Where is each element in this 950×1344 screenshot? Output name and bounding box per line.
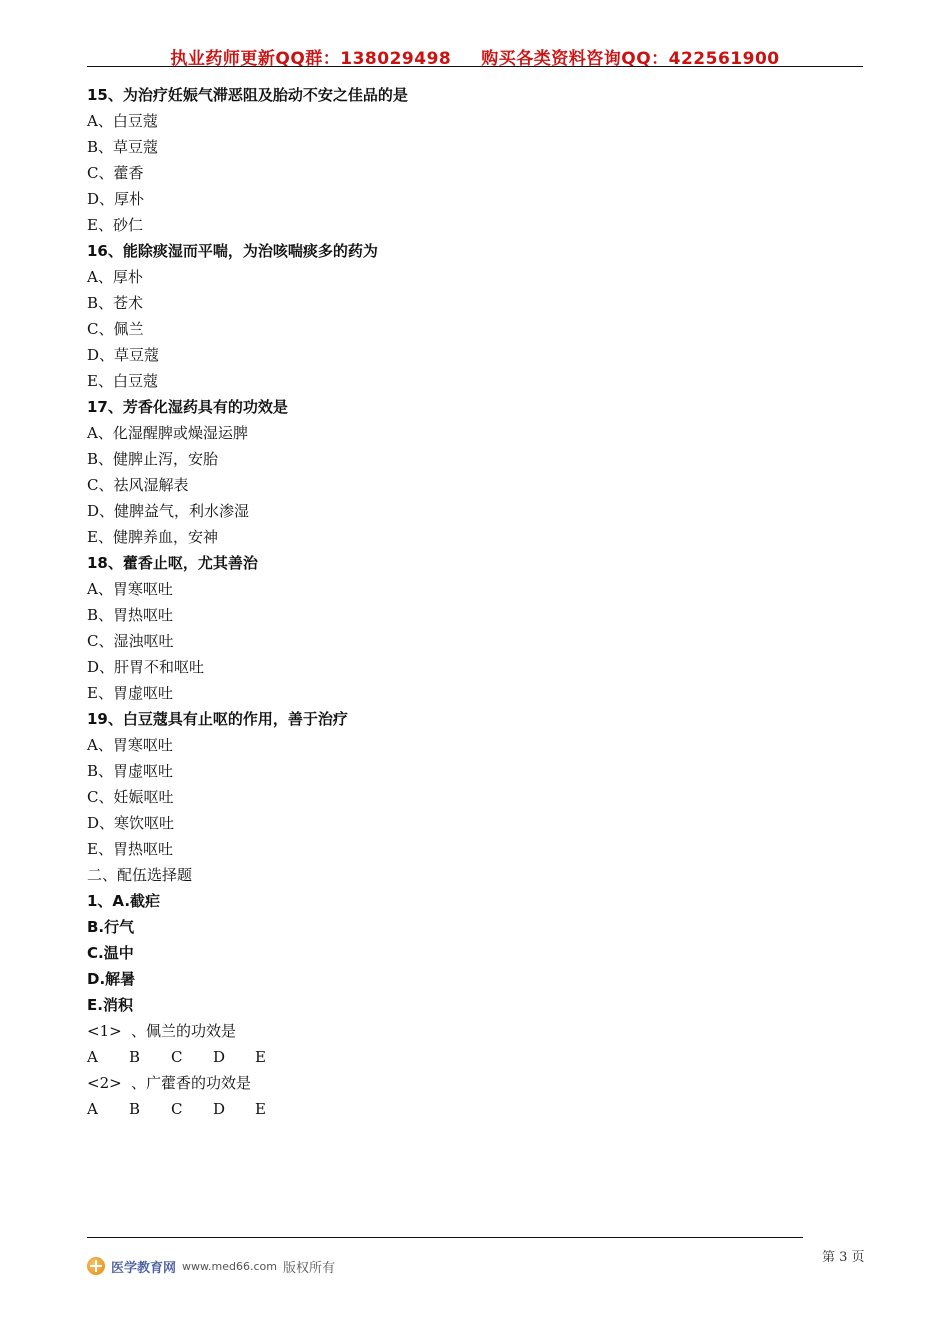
footer-brand [87,1255,335,1277]
group-choice: C.温中 [87,944,134,962]
option: D、草豆蔻 [87,346,160,364]
question-title: 17、芳香化湿药具有的功效是 [87,398,288,416]
header-divider [87,66,863,67]
option: C、湿浊呕吐 [87,632,174,650]
answer-letter: A [87,1048,98,1066]
subquestion-number: <1> [87,1022,122,1040]
group-choice: E.消积 [87,996,133,1014]
page-number: 第 3 页 [822,1250,865,1265]
option: A、白豆蔻 [87,112,158,130]
option: E、胃热呕吐 [87,840,173,858]
answer-letter: B [129,1048,141,1066]
med66-logo-icon [87,1257,105,1275]
document-body [87,82,847,1122]
header-qq-group: 执业药师更新QQ群：138029498 [170,49,452,69]
option: E、砂仁 [87,216,143,234]
option: B、胃热呕吐 [87,606,174,624]
option: E、白豆蔻 [87,372,158,390]
answer-letter: B [129,1100,141,1118]
option: A、厚朴 [87,268,143,286]
subquestion [87,1018,847,1044]
group-choice: B.行气 [87,918,135,936]
option: D、厚朴 [87,190,145,208]
subquestion-text: 、佩兰的功效是 [131,1022,237,1040]
footer-divider [87,1237,803,1238]
answer-letter: D [213,1048,226,1066]
header-qq-contact: 购买各类资料咨询QQ：422561900 [481,49,780,69]
answer-letter: C [171,1048,183,1066]
answer-letter: E [255,1100,266,1118]
subquestion-number: <2> [87,1074,122,1092]
option: A、化湿醒脾或燥湿运脾 [87,424,248,442]
option: C、藿香 [87,164,144,182]
option: A、胃寒呕吐 [87,736,173,754]
question-title: 18、藿香止呕，尤其善治 [87,554,258,572]
answer-letter: D [213,1100,226,1118]
option: B、苍术 [87,294,144,312]
option: D、肝胃不和呕吐 [87,658,205,676]
option: E、健脾养血，安神 [87,528,218,546]
option: B、健脾止泻，安胎 [87,450,219,468]
option: A、胃寒呕吐 [87,580,173,598]
group-choice: D.解暑 [87,970,136,988]
answer-letter: A [87,1100,98,1118]
footer-site-name: 医学教育网 [111,1260,177,1276]
option: C、佩兰 [87,320,144,338]
question-title: 19、白豆蔻具有止呕的作用，善于治疗 [87,710,348,728]
answer-letters [87,1044,847,1070]
subquestion [87,1070,847,1096]
section-heading: 二、配伍选择题 [87,866,193,884]
footer-rights: 版权所有 [282,1260,335,1276]
footer-url: www.med66.com [182,1259,277,1273]
answer-letters [87,1096,847,1122]
answer-letter: E [255,1048,266,1066]
option: D、健脾益气，利水渗湿 [87,502,250,520]
option: B、胃虚呕吐 [87,762,174,780]
option: B、草豆蔻 [87,138,159,156]
answer-letter: C [171,1100,183,1118]
option: D、寒饮呕吐 [87,814,175,832]
question-title: 15、为治疗妊娠气滞恶阻及胎动不安之佳品的是 [87,86,408,104]
option: E、胃虚呕吐 [87,684,173,702]
subquestion-text: 、广藿香的功效是 [131,1074,252,1092]
group-choice: 1、A.截疟 [87,892,161,910]
option: C、祛风湿解表 [87,476,189,494]
question-title: 16、能除痰湿而平喘，为治咳喘痰多的药为 [87,242,378,260]
option: C、妊娠呕吐 [87,788,174,806]
